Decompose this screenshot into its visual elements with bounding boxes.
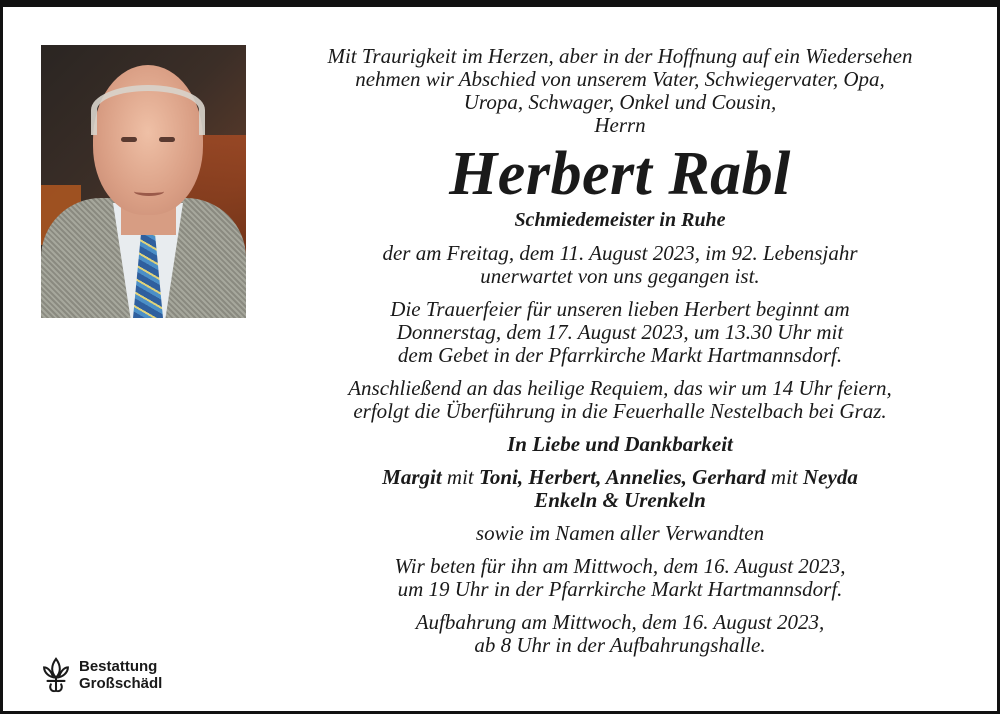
logo-line: Bestattung xyxy=(79,658,158,675)
viewing-line: ab 8 Uhr in der Aufbahrungshalle. xyxy=(474,633,766,657)
intro-line: Herrn xyxy=(594,113,646,137)
prayer-line: um 19 Uhr in der Pfarrkirche Markt Hartmannsdorf. xyxy=(397,577,843,601)
fleur-de-lis-icon xyxy=(39,655,73,695)
family-connector: mit xyxy=(770,465,798,489)
requiem-line: Anschließend an das heilige Requiem, das wir um 14 Uhr feiern, xyxy=(348,376,892,400)
portrait-photo xyxy=(41,45,246,318)
prayer-line: Wir beten für ihn am Mittwoch, dem 16. August 2023, xyxy=(394,554,846,578)
family-name: Margit xyxy=(382,465,442,489)
obituary-text xyxy=(271,45,969,657)
intro-line: Mit Traurigkeit im Herzen, aber in der Hoffnung auf ein Wiedersehen xyxy=(327,44,913,68)
family-name: Neyda xyxy=(803,465,858,489)
closing-line: In Liebe und Dankbarkeit xyxy=(507,432,733,456)
funeral-home-logo xyxy=(39,653,219,697)
family-name: Toni, Herbert, Annelies, Gerhard xyxy=(479,465,766,489)
family-line xyxy=(271,466,969,489)
ceremony-line: Die Trauerfeier für unseren lieben Herbert beginnt am xyxy=(390,297,850,321)
deceased-title: Schmiedemeister in Ruhe xyxy=(514,209,726,231)
family-line: Enkeln & Urenkeln xyxy=(534,488,706,512)
logo-line: Großschädl xyxy=(79,675,163,692)
deceased-name: Herbert Rabl xyxy=(449,140,791,208)
ceremony-line: Donnerstag, dem 17. August 2023, um 13.30 Uhr mit xyxy=(396,320,844,344)
intro-line: nehmen wir Abschied von unserem Vater, Schwiegervater, Opa, xyxy=(355,67,885,91)
ceremony-line: dem Gebet in der Pfarrkirche Markt Hartmannsdorf. xyxy=(397,343,843,367)
relatives-line: sowie im Namen aller Verwandten xyxy=(475,521,765,545)
viewing-line: Aufbahrung am Mittwoch, dem 16. August 2023, xyxy=(415,610,825,634)
death-line: der am Freitag, dem 11. August 2023, im 92. Lebensjahr xyxy=(382,241,858,265)
family-connector: mit xyxy=(446,465,474,489)
requiem-line: erfolgt die Überführung in die Feuerhalle Nestelbach bei Graz. xyxy=(353,399,887,423)
intro-line: Uropa, Schwager, Onkel und Cousin, xyxy=(463,90,777,114)
death-line: unerwartet von uns gegangen ist. xyxy=(480,264,760,288)
